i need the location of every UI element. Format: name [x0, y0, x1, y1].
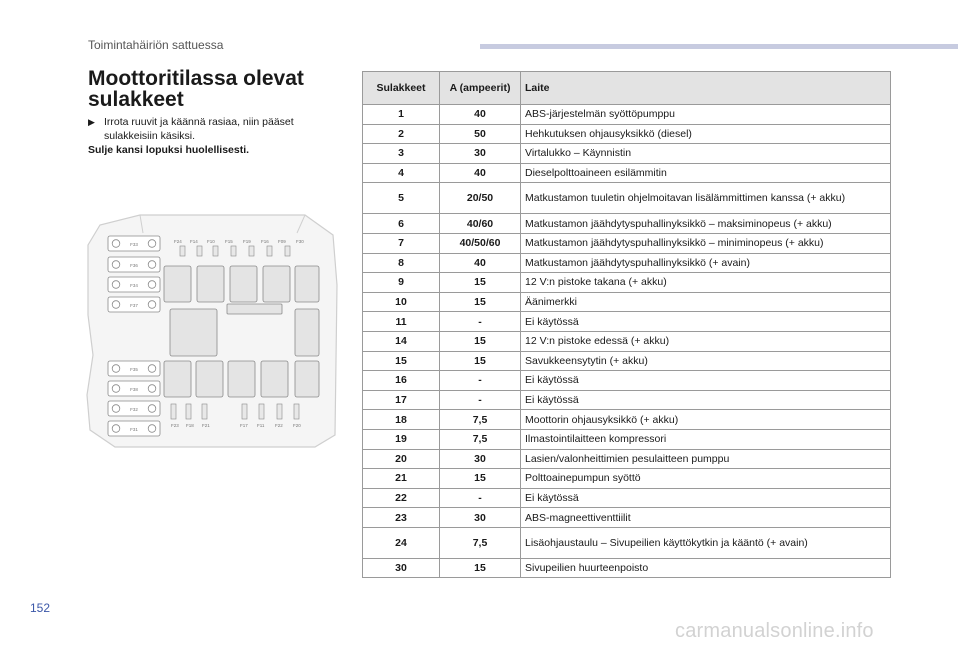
fuse-amps: 7,5 [440, 410, 521, 430]
fuse-number: 30 [363, 558, 440, 578]
instruction-bullet-text: Irrota ruuvit ja käännä rasiaa, niin pääset sulakkeisiin käsiksi. [104, 116, 294, 142]
instructions [88, 115, 348, 157]
left-fuse-label: F35 [130, 367, 138, 372]
table-row [363, 351, 891, 371]
fuse-number: 18 [363, 410, 440, 430]
fuse-device: Äänimerkki [521, 292, 891, 312]
fuse-amps: - [440, 390, 521, 410]
table-row [363, 253, 891, 273]
fuse-device: 12 V:n pistoke takana (+ akku) [521, 273, 891, 293]
fuse-device: Moottorin ohjausyksikkö (+ akku) [521, 410, 891, 430]
top-fuse-label: F15 [225, 239, 233, 244]
bottom-fuse-label: F18 [186, 423, 194, 428]
fuse-device: Sivupeilien huurteenpoisto [521, 558, 891, 578]
fuse-amps: 30 [440, 144, 521, 164]
fuse-device: ABS-magneettiventtiilit [521, 508, 891, 528]
table-row [363, 124, 891, 144]
fuse-number: 4 [363, 163, 440, 183]
mini-fuse [249, 246, 254, 256]
fuse-amps: 15 [440, 331, 521, 351]
relay-block [295, 361, 319, 397]
mini-fuse [294, 404, 299, 419]
fuse-amps: 30 [440, 508, 521, 528]
fuse-amps: 20/50 [440, 183, 521, 214]
fuse-number: 10 [363, 292, 440, 312]
page-number: 152 [30, 601, 51, 615]
table-row [363, 469, 891, 489]
fuse-amps: - [440, 371, 521, 391]
table-row [363, 105, 891, 125]
fuse-number: 7 [363, 233, 440, 253]
bottom-fuse-label: F23 [171, 423, 179, 428]
fuse-number: 2 [363, 124, 440, 144]
fuse-number: 5 [363, 183, 440, 214]
fuse-device: Ei käytössä [521, 312, 891, 332]
instruction-bullet [88, 115, 348, 143]
relay-block [263, 266, 290, 302]
bottom-fuse-label: F20 [293, 423, 301, 428]
left-fuse-label: F38 [130, 387, 138, 392]
relay-block [261, 361, 288, 397]
relay-block [295, 266, 319, 302]
fuse-table-header-row [363, 72, 891, 105]
left-fuse-label: F32 [130, 407, 138, 412]
fuse-number: 21 [363, 469, 440, 489]
mini-fuse [186, 404, 191, 419]
relay-block [164, 266, 191, 302]
header-fuse: Sulakkeet [363, 72, 440, 105]
fuse-device: Dieselpolttoaineen esilämmitin [521, 163, 891, 183]
fuse-device: Virtalukko – Käynnistin [521, 144, 891, 164]
mini-fuse [285, 246, 290, 256]
fuse-amps: 7,5 [440, 527, 521, 558]
table-row [363, 312, 891, 332]
table-row [363, 144, 891, 164]
fuse-number: 11 [363, 312, 440, 332]
mini-fuse [259, 404, 264, 419]
mini-fuse [180, 246, 185, 256]
fuse-number: 24 [363, 527, 440, 558]
bottom-fuse-label: F21 [202, 423, 210, 428]
mini-fuse [267, 246, 272, 256]
fuse-amps: 40 [440, 105, 521, 125]
fuse-amps: 15 [440, 558, 521, 578]
top-fuse-label: F10 [207, 239, 215, 244]
fuse-device: 12 V:n pistoke edessä (+ akku) [521, 331, 891, 351]
fuse-number: 22 [363, 488, 440, 508]
fuse-device: Matkustamon jäähdytyspuhallinyksikkö – maksiminopeus (+ akku) [521, 214, 891, 234]
fuse-device: Savukkeensytytin (+ akku) [521, 351, 891, 371]
relay-block [164, 361, 191, 397]
relay-block [295, 309, 319, 356]
fuse-amps: 7,5 [440, 429, 521, 449]
left-fuse-label: F36 [130, 263, 138, 268]
table-row [363, 292, 891, 312]
top-fuse-label: F14 [190, 239, 198, 244]
fuse-number: 20 [363, 449, 440, 469]
fuse-amps: 15 [440, 351, 521, 371]
fuse-amps: - [440, 312, 521, 332]
table-row [363, 214, 891, 234]
table-row [363, 449, 891, 469]
instruction-note: Sulje kansi lopuksi huolellisesti. [88, 144, 250, 156]
mini-fuse [171, 404, 176, 419]
fuse-device: Ei käytössä [521, 390, 891, 410]
mini-fuse [277, 404, 282, 419]
fuse-device: Ei käytössä [521, 488, 891, 508]
table-row [363, 163, 891, 183]
title-line-1: Moottoritilassa olevat [88, 67, 304, 90]
fuse-number: 16 [363, 371, 440, 391]
relay-block [197, 266, 224, 302]
fuse-device: Matkustamon jäähdytyspuhallinyksikkö (+ avain) [521, 253, 891, 273]
fuse-amps: 15 [440, 273, 521, 293]
fuse-number: 17 [363, 390, 440, 410]
left-fuse-label: F33 [130, 242, 138, 247]
header-bar [480, 44, 958, 49]
fuse-device: Lasien/valonheittimien pesulaitteen pumppu [521, 449, 891, 469]
top-fuse-label: F09 [278, 239, 286, 244]
table-row [363, 273, 891, 293]
page-title [88, 68, 338, 110]
relay-block [170, 309, 217, 356]
fuse-device: Matkustamon jäähdytyspuhallinyksikkö – miniminopeus (+ akku) [521, 233, 891, 253]
fuse-amps: 15 [440, 469, 521, 489]
relay-block [230, 266, 257, 302]
fuse-device: Hehkutuksen ohjausyksikkö (diesel) [521, 124, 891, 144]
table-row [363, 331, 891, 351]
left-fuse-label: F34 [130, 283, 138, 288]
fuse-device: Ilmastointilaitteen kompressori [521, 429, 891, 449]
table-row [363, 183, 891, 214]
fuse-number: 8 [363, 253, 440, 273]
fuse-amps: 15 [440, 292, 521, 312]
mini-fuse [202, 404, 207, 419]
fuse-strip [227, 304, 282, 314]
fuse-number: 14 [363, 331, 440, 351]
table-row [363, 371, 891, 391]
table-row [363, 558, 891, 578]
relay-block [196, 361, 223, 397]
table-row [363, 488, 891, 508]
watermark: carmanualsonline.info [675, 620, 874, 642]
table-row [363, 429, 891, 449]
fuse-amps: 40/50/60 [440, 233, 521, 253]
fuse-amps: 30 [440, 449, 521, 469]
header-amps: A (ampeerit) [440, 72, 521, 105]
top-fuse-label: F30 [296, 239, 304, 244]
fuse-device: Lisäohjaustaulu – Sivupeilien käyttökytkin ja kääntö (+ avain) [521, 527, 891, 558]
mini-fuse [231, 246, 236, 256]
table-row [363, 233, 891, 253]
bottom-fuse-label: F17 [240, 423, 248, 428]
section-header: Toimintahäiriön sattuessa [88, 38, 224, 52]
fuse-amps: 40/60 [440, 214, 521, 234]
fuse-number: 3 [363, 144, 440, 164]
bottom-fuse-label: F22 [275, 423, 283, 428]
top-fuse-label: F19 [243, 239, 251, 244]
fuse-box-diagram [85, 205, 340, 450]
fuse-number: 1 [363, 105, 440, 125]
mini-fuse [197, 246, 202, 256]
mini-fuse [242, 404, 247, 419]
table-row [363, 508, 891, 528]
fuse-amps: 40 [440, 163, 521, 183]
fuse-table [362, 71, 891, 578]
relay-block [228, 361, 255, 397]
fuse-number: 6 [363, 214, 440, 234]
header-device: Laite [521, 72, 891, 105]
fuse-device: Polttoainepumpun syöttö [521, 469, 891, 489]
fuse-device: Matkustamon tuuletin ohjelmoitavan lisälämmittimen kanssa (+ akku) [521, 183, 891, 214]
table-row [363, 410, 891, 430]
table-row [363, 390, 891, 410]
fuse-number: 19 [363, 429, 440, 449]
fuse-amps: 50 [440, 124, 521, 144]
bottom-fuse-label: F11 [257, 423, 265, 428]
top-fuse-label: F24 [174, 239, 182, 244]
fuse-number: 15 [363, 351, 440, 371]
left-fuse-label: F31 [130, 427, 138, 432]
fuse-amps: - [440, 488, 521, 508]
fuse-device: ABS-järjestelmän syöttöpumppu [521, 105, 891, 125]
table-row [363, 527, 891, 558]
mini-fuse [213, 246, 218, 256]
bullet-arrow-icon: ▶ [88, 117, 95, 127]
fuse-number: 9 [363, 273, 440, 293]
fuse-number: 23 [363, 508, 440, 528]
fuse-device: Ei käytössä [521, 371, 891, 391]
left-fuse-label: F37 [130, 303, 138, 308]
top-fuse-label: F16 [261, 239, 269, 244]
fuse-amps: 40 [440, 253, 521, 273]
title-line-2: sulakkeet [88, 88, 184, 111]
